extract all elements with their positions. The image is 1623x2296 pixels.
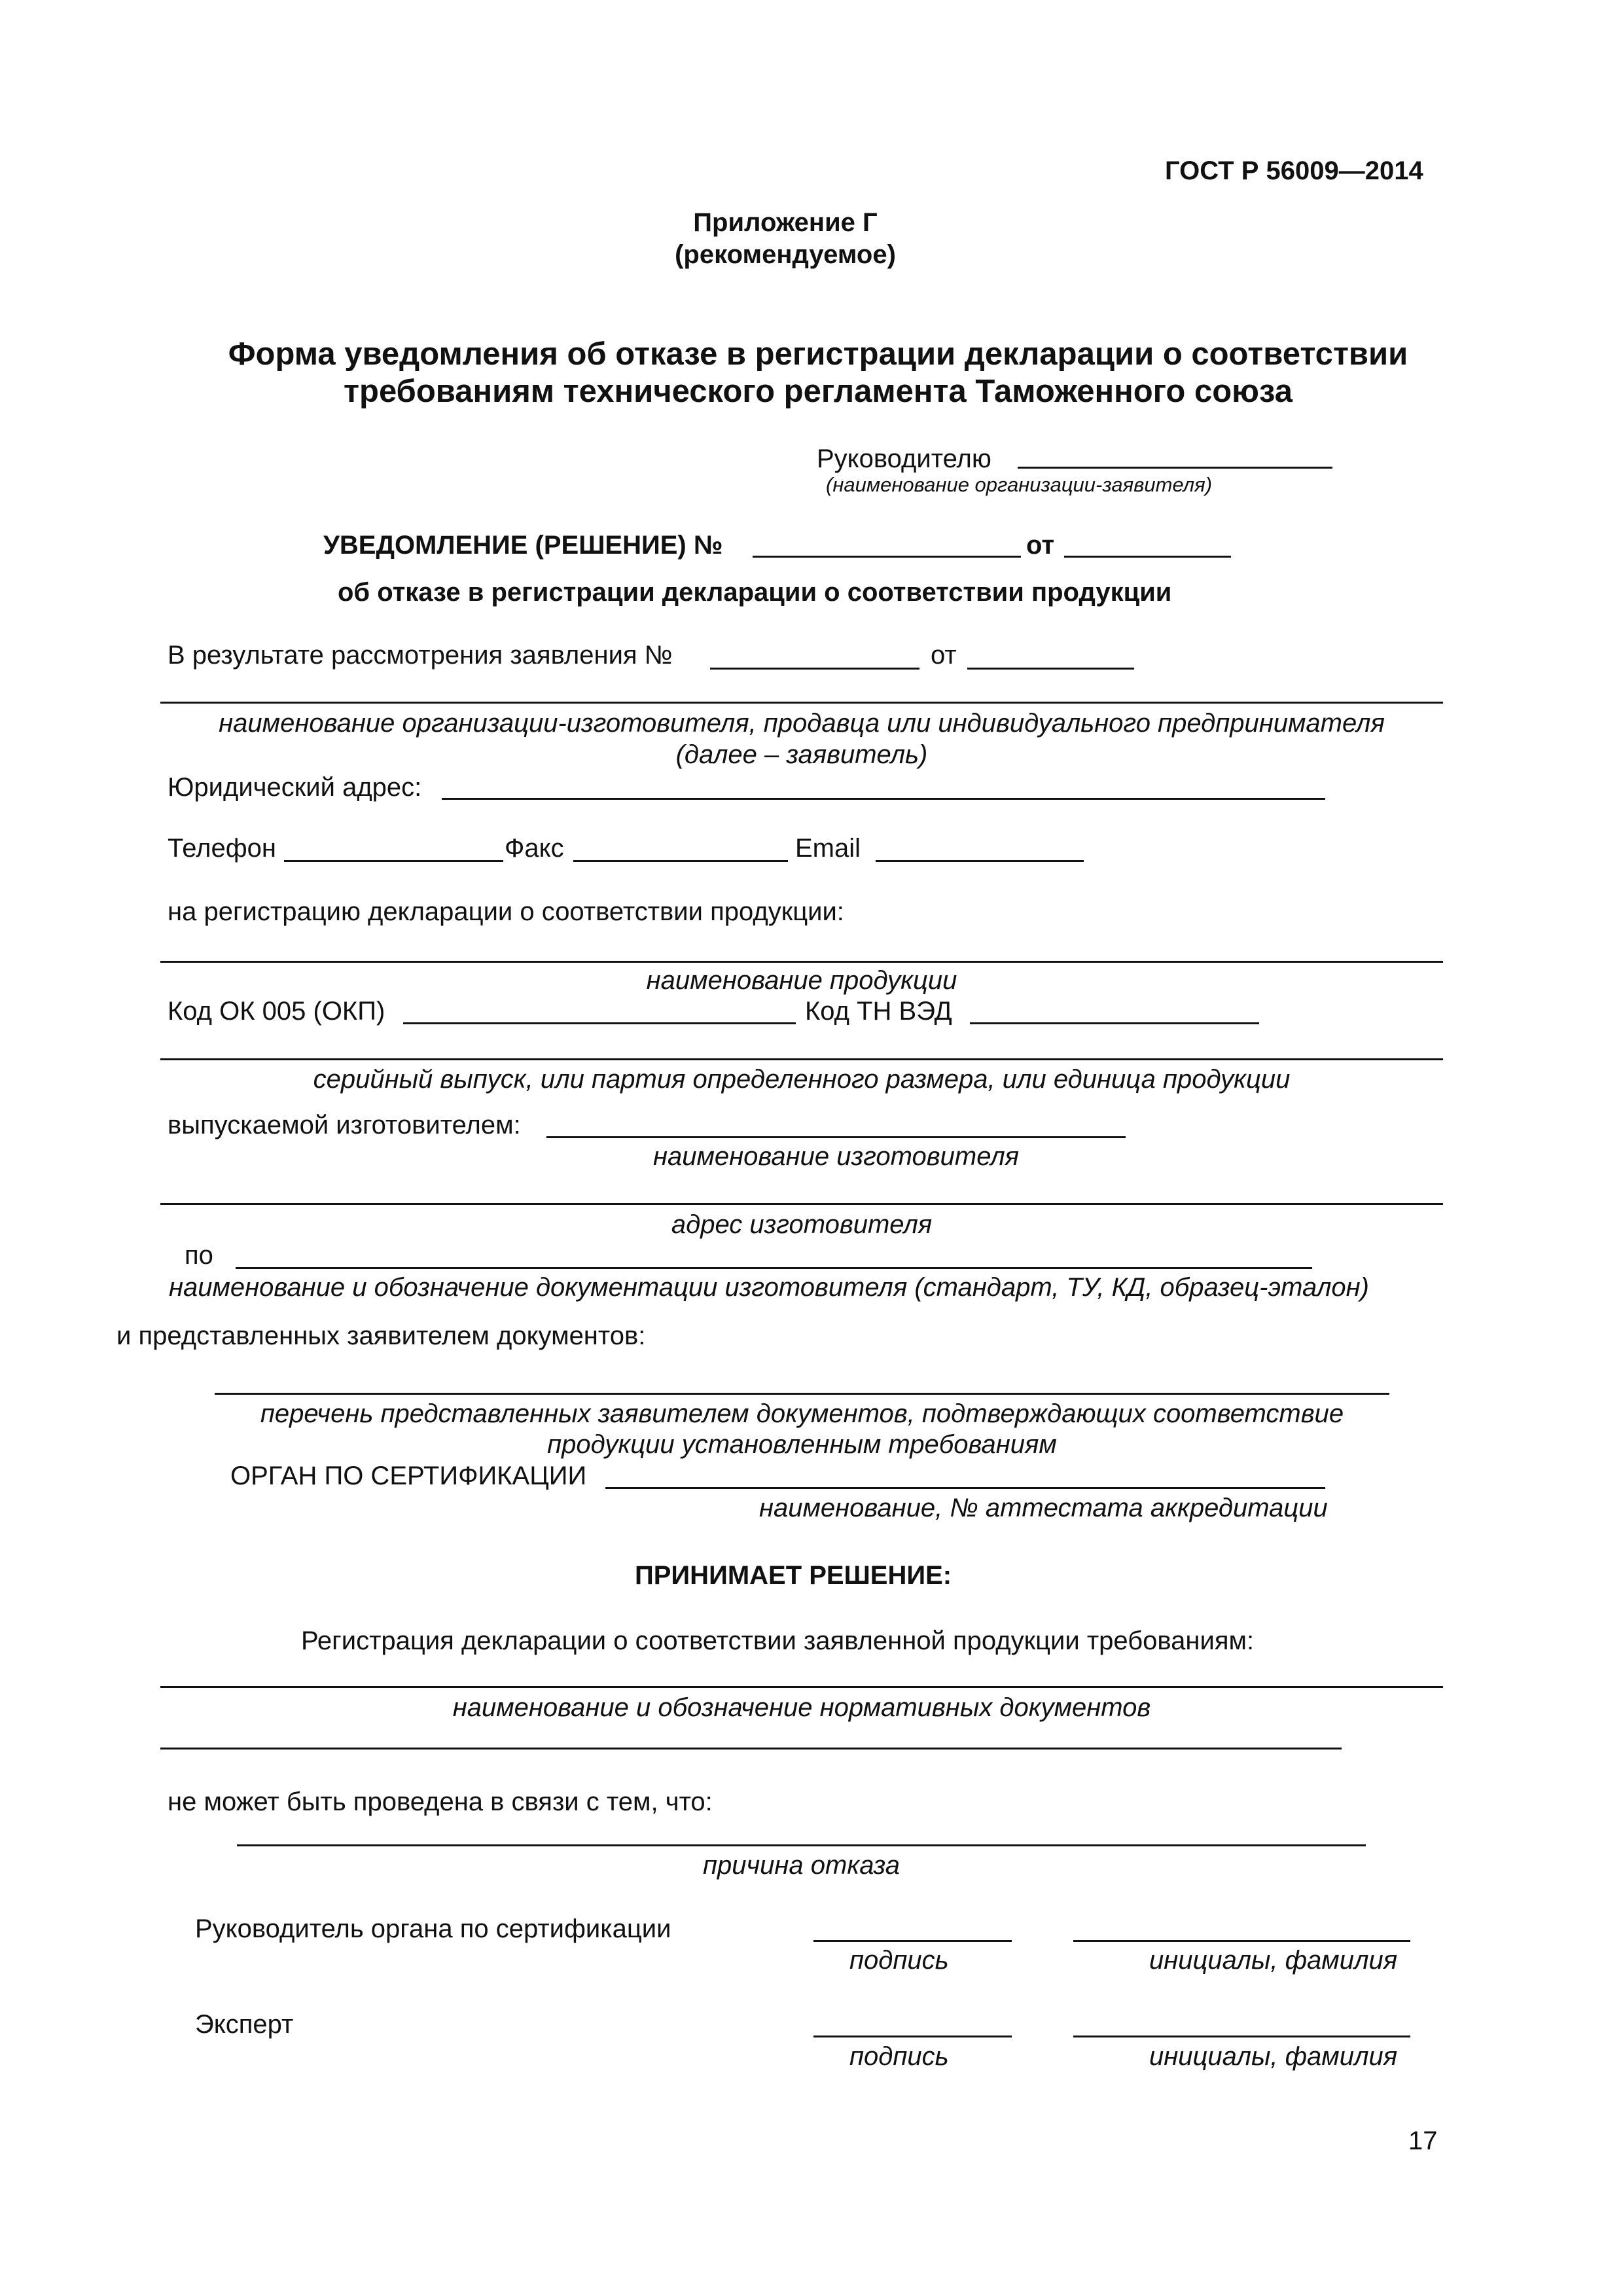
applicant-caption-line2: (далее – заявитель) bbox=[675, 740, 928, 769]
decision-heading: ПРИНИМАЕТ РЕШЕНИЕ: bbox=[635, 1561, 952, 1590]
application-date-label: от bbox=[931, 641, 957, 670]
notice-number-label: УВЕДОМЛЕНИЕ (РЕШЕНИЕ) № bbox=[323, 531, 723, 560]
legal-address-field[interactable] bbox=[442, 798, 1325, 800]
normative-docs-field[interactable] bbox=[160, 1686, 1443, 1688]
annex-title: Приложение Г bbox=[693, 208, 878, 237]
manufacturer-address-caption: адрес изготовителя bbox=[671, 1210, 933, 1239]
submitted-caption-line2: продукции установленным требованиям bbox=[547, 1430, 1057, 1459]
phone-label: Телефон bbox=[168, 834, 276, 863]
batch-field[interactable] bbox=[160, 1058, 1443, 1060]
page-number: 17 bbox=[1408, 2126, 1438, 2155]
reason-field[interactable] bbox=[237, 1844, 1366, 1846]
manufacturer-label: выпускаемой изготовителем: bbox=[168, 1111, 521, 1139]
submitted-intro: и представленных заявителем документов: bbox=[116, 1321, 646, 1350]
notice-date-field[interactable] bbox=[1064, 556, 1231, 558]
okp-field[interactable] bbox=[403, 1022, 796, 1024]
normative-docs-caption: наименование и обозначение нормативных документов bbox=[452, 1693, 1151, 1722]
addressee-caption: (наименование организации-заявителя) bbox=[826, 473, 1213, 496]
expert-name-field[interactable] bbox=[1073, 2036, 1410, 2037]
notice-number-field[interactable] bbox=[753, 556, 1021, 558]
cert-body-caption: наименование, № аттестата аккредитации bbox=[759, 1494, 1328, 1522]
head-signature-caption: подпись bbox=[849, 1946, 949, 1975]
notice-date-label: от bbox=[1026, 531, 1055, 560]
manufacturer-field[interactable] bbox=[546, 1136, 1126, 1138]
form-title-line2: требованиям технического регламента Таможенного союза bbox=[344, 374, 1293, 409]
expert-signature-caption: подпись bbox=[849, 2042, 949, 2071]
fax-field[interactable] bbox=[573, 860, 788, 862]
head-signature-field[interactable] bbox=[813, 1940, 1012, 1942]
legal-address-label: Юридический адрес: bbox=[168, 773, 422, 802]
application-date-field[interactable] bbox=[967, 668, 1134, 670]
standard-code: ГОСТ Р 56009—2014 bbox=[1165, 156, 1423, 185]
product-name-field[interactable] bbox=[160, 961, 1443, 963]
docs-prefix: по bbox=[185, 1241, 213, 1270]
email-field[interactable] bbox=[876, 860, 1084, 862]
batch-caption: серийный выпуск, или партия определенного размера, или единица продукции bbox=[313, 1065, 1291, 1094]
addressee-label: Руководителю bbox=[817, 444, 991, 473]
head-signatory-label: Руководитель органа по сертификации bbox=[195, 1914, 671, 1943]
normative-docs-field-2[interactable] bbox=[160, 1748, 1342, 1749]
okp-label: Код ОК 005 (ОКП) bbox=[168, 997, 385, 1026]
tnved-field[interactable] bbox=[970, 1022, 1259, 1024]
notice-subtitle: об отказе в регистрации декларации о соответствии продукции bbox=[338, 578, 1172, 607]
reason-caption: причина отказа bbox=[702, 1851, 901, 1880]
manufacturer-caption: наименование изготовителя bbox=[652, 1142, 1020, 1171]
reason-intro: не может быть проведена в связи с тем, что: bbox=[168, 1787, 713, 1816]
email-label: Email bbox=[795, 834, 861, 863]
submitted-caption-line1: перечень представленных заявителем документов, подтверждающих соответствие bbox=[260, 1399, 1344, 1428]
addressee-field[interactable] bbox=[1018, 467, 1332, 469]
head-name-field[interactable] bbox=[1073, 1940, 1410, 1942]
expert-label: Эксперт bbox=[195, 2010, 294, 2039]
applicant-name-field[interactable] bbox=[160, 702, 1443, 704]
manufacturer-address-field[interactable] bbox=[160, 1203, 1443, 1205]
phone-field[interactable] bbox=[284, 860, 503, 862]
cert-body-label: ОРГАН ПО СЕРТИФИКАЦИИ bbox=[230, 1462, 587, 1490]
decision-text: Регистрация декларации о соответствии заявленной продукции требованиям: bbox=[301, 1626, 1255, 1655]
submitted-docs-field[interactable] bbox=[215, 1393, 1389, 1395]
manufacturer-docs-field[interactable] bbox=[236, 1267, 1312, 1269]
fax-label: Факс bbox=[505, 834, 564, 863]
product-name-caption: наименование продукции bbox=[646, 966, 957, 995]
product-intro: на регистрацию декларации о соответствии продукции: bbox=[168, 897, 844, 926]
form-title-line1: Форма уведомления об отказе в регистрации декларации о соответствии bbox=[228, 336, 1408, 372]
cert-body-field[interactable] bbox=[605, 1487, 1325, 1489]
application-number-field[interactable] bbox=[710, 668, 919, 670]
annex-status: (рекомендуемое) bbox=[675, 240, 896, 269]
head-name-caption: инициалы, фамилия bbox=[1149, 1946, 1398, 1975]
application-label: В результате рассмотрения заявления № bbox=[168, 641, 673, 670]
tnved-label: Код ТН ВЭД bbox=[805, 997, 952, 1026]
manufacturer-docs-caption: наименование и обозначение документации изготовителя (стандарт, ТУ, КД, образец-эталон) bbox=[169, 1273, 1369, 1302]
applicant-caption-line1: наименование организации-изготовителя, продавца или индивидуального предпринимателя bbox=[219, 709, 1385, 738]
expert-name-caption: инициалы, фамилия bbox=[1149, 2042, 1398, 2071]
expert-signature-field[interactable] bbox=[813, 2036, 1012, 2037]
